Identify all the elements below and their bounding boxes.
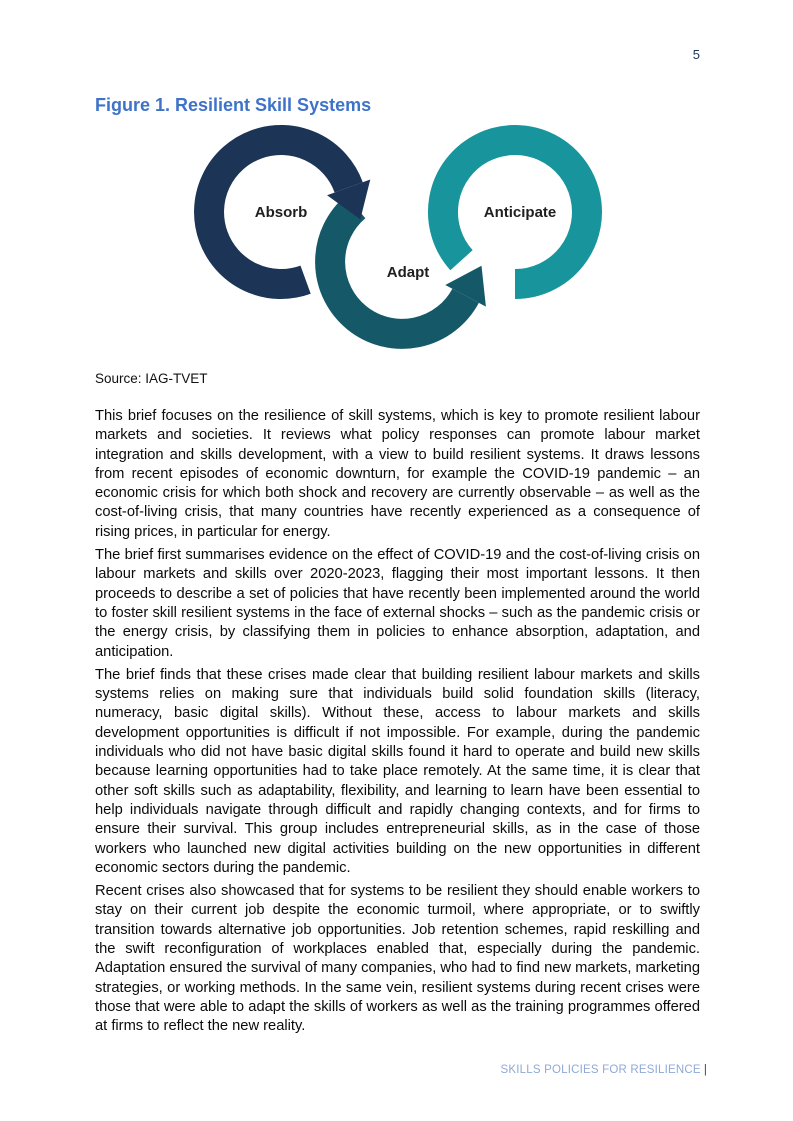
footer-separator: | <box>703 1064 707 1076</box>
cycle-arrows-figure <box>183 123 615 359</box>
paragraph: This brief focuses on the resilience of skill systems, which is key to promote resilient labour markets and societies. It reviews what policy responses can promote labour market integration and skills development, with a view to build resilient systems. It draws lessons from recent episodes of economic downturn, for example the COVID-19 pandemic – an economic crisis for which both shock and recovery are currently observable – as well as the cost-of-living crisis, that many countries have recently experienced as a consequence of rising prices, in particular for energy. <box>95 408 700 540</box>
page-number: 5 <box>692 47 700 62</box>
footer <box>501 1064 707 1076</box>
absorb-label: Absorb <box>254 204 308 221</box>
page-content <box>95 0 700 1037</box>
paragraph: Recent crises also showcased that for systems to be resilient they should enable workers to stay on their current job despite the economic turmoil, where appropriate, or to swiftly transition towards alternative job opportunities. Job retention schemes, rapid reskilling and the swift reconfiguration of workplaces enabled that, especially during the pandemic. Adaptation ensured the survival of many companies, who had to find new markets, marketing strategies, or working methods. In the same vein, resilient systems during recent crises were those that were able to adapt the skills of workers as well as the training programmes offered at firms to reflect the new reality. <box>95 883 700 1035</box>
resilient-skill-systems-diagram <box>183 123 700 359</box>
figure-title: Figure 1. Resilient Skill Systems <box>95 95 372 115</box>
anticipate-label: Anticipate <box>483 204 557 221</box>
footer-title: SKILLS POLICIES FOR RESILIENCE <box>500 1064 701 1076</box>
adapt-label: Adapt <box>386 264 430 281</box>
paragraph: The brief finds that these crises made clear that building resilient labour markets and skills systems relies on making sure that individuals build solid foundation skills (literacy, numeracy, basic digital skills). Without these, access to labour markets and skills development opportunities is difficult if not impossible. For example, during the pandemic individuals who did not have basic digital skills found it hard to operate and build new skills because learning opportunities had to take place remotely. At the same time, it is clear that other soft skills such as adaptability, flexibility, and learning to learn have been essential to help individuals navigate through difficult and rapidly changing contexts, and for firms to ensure their survival. This group includes entrepreneurial skills, as in the case of those workers who launched new digital activities building on the new opportunities in different economic sectors during the pandemic. <box>95 666 700 876</box>
figure-source-note: Source: IAG-TVET <box>95 371 208 386</box>
paragraph: The brief first summarises evidence on the effect of COVID-19 and the cost-of-living crisis on labour markets and skills over 2020-2023, flagging their most important lessons. It then proceeds to describe a set of policies that have recently been implemented around the world to foster skill resilient systems in the face of external shocks – such as the pandemic crisis or the energy crisis, by classifying them in policies to enhance absorption, adaptation, and anticipation. <box>95 547 700 660</box>
